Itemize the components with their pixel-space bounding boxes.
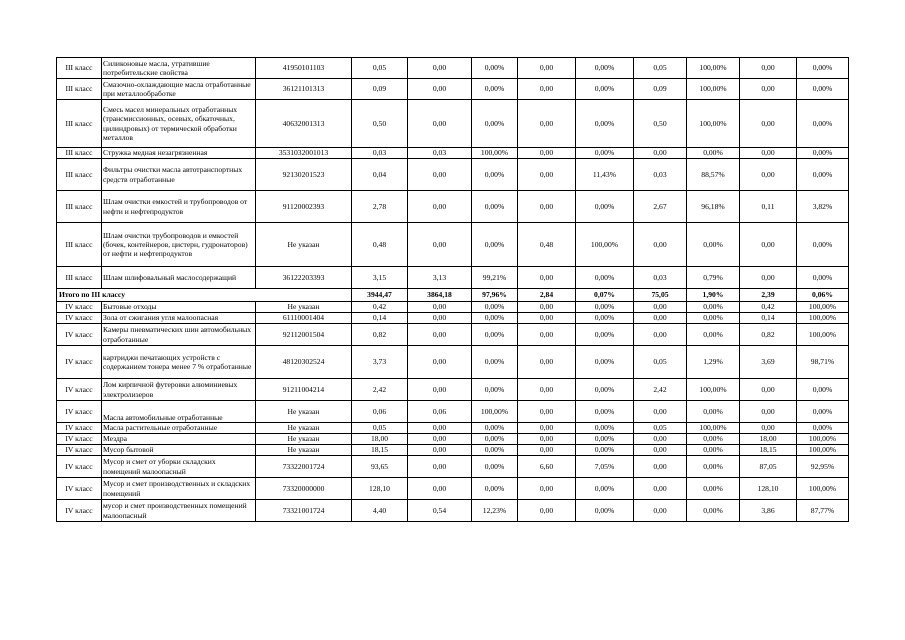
hazard-class-cell: III класс <box>57 191 102 223</box>
table-row <box>57 302 849 313</box>
value-cell: 100,00% <box>797 324 849 346</box>
value-cell: 87,05 <box>740 456 797 478</box>
value-cell: 18,00 <box>740 434 797 445</box>
table-row <box>57 223 849 267</box>
value-cell: 3,82% <box>797 191 849 223</box>
value-cell: 0,00% <box>797 401 849 423</box>
value-cell: 0,05 <box>634 346 687 379</box>
table-row <box>57 191 849 223</box>
value-cell: 0,00% <box>472 346 518 379</box>
waste-name-cell: Зола от сжигания угля малоопасная <box>102 313 256 324</box>
value-cell: 100,00% <box>797 478 849 500</box>
value-cell: 0,00 <box>634 478 687 500</box>
value-cell: 100,00% <box>687 58 740 79</box>
value-cell: 0,03 <box>408 148 472 159</box>
hazard-class-cell: IV класс <box>57 379 102 401</box>
value-cell: 18,15 <box>740 445 797 456</box>
value-cell: 0,00% <box>472 445 518 456</box>
hazard-class-cell: IV класс <box>57 313 102 324</box>
value-cell: 3,13 <box>408 267 472 289</box>
value-cell: 3,69 <box>740 346 797 379</box>
value-cell: 1,29% <box>687 346 740 379</box>
hazard-class-cell: IV класс <box>57 401 102 423</box>
fkko-code-cell: 91120002393 <box>256 191 352 223</box>
total-value-cell: 0,07% <box>576 289 634 302</box>
table-row <box>57 346 849 379</box>
value-cell: 0,00% <box>576 478 634 500</box>
value-cell: 0,05 <box>352 58 408 79</box>
value-cell: 0,00 <box>740 223 797 267</box>
value-cell: 0,00% <box>576 313 634 324</box>
waste-table-page <box>56 57 848 522</box>
value-cell: 0,82 <box>352 324 408 346</box>
value-cell: 0,00 <box>740 100 797 148</box>
value-cell: 100,00% <box>797 313 849 324</box>
value-cell: 0,00 <box>518 100 576 148</box>
value-cell: 0,00 <box>408 379 472 401</box>
value-cell: 4,40 <box>352 500 408 522</box>
value-cell: 0,00% <box>576 79 634 100</box>
value-cell: 0,09 <box>634 79 687 100</box>
value-cell: 87,77% <box>797 500 849 522</box>
value-cell: 0,00% <box>472 434 518 445</box>
value-cell: 0,00% <box>797 223 849 267</box>
waste-name-cell: Фильтры очистки масла автотранспортных средств отработанные <box>102 159 256 191</box>
total-row <box>57 289 849 302</box>
table-row <box>57 267 849 289</box>
hazard-class-cell: III класс <box>57 148 102 159</box>
waste-name-cell: картриджи печатающих устройств с содержанием тонера менее 7 % отработанные <box>102 346 256 379</box>
value-cell: 0,42 <box>352 302 408 313</box>
value-cell: 0,00 <box>408 79 472 100</box>
value-cell: 0,00 <box>740 267 797 289</box>
value-cell: 0,00 <box>518 313 576 324</box>
value-cell: 0,00 <box>634 434 687 445</box>
value-cell: 0,11 <box>740 191 797 223</box>
value-cell: 6,60 <box>518 456 576 478</box>
value-cell: 0,00% <box>687 401 740 423</box>
value-cell: 0,00% <box>576 445 634 456</box>
waste-name-cell: Мездра <box>102 434 256 445</box>
value-cell: 128,10 <box>740 478 797 500</box>
value-cell: 100,00% <box>687 379 740 401</box>
fkko-code-cell: 92112001504 <box>256 324 352 346</box>
value-cell: 0,00% <box>576 434 634 445</box>
value-cell: 0,00% <box>472 58 518 79</box>
table-body <box>57 58 849 522</box>
value-cell: 0,14 <box>352 313 408 324</box>
value-cell: 0,05 <box>634 58 687 79</box>
value-cell: 0,05 <box>352 423 408 434</box>
total-label: Итого по III классу <box>57 289 352 302</box>
waste-name-cell: Мусор и смет от уборки складских помещений малоопасный <box>102 456 256 478</box>
value-cell: 0,00% <box>687 302 740 313</box>
value-cell: 0,00 <box>408 445 472 456</box>
value-cell: 0,06 <box>408 401 472 423</box>
value-cell: 0,00% <box>472 159 518 191</box>
value-cell: 100,00% <box>576 223 634 267</box>
value-cell: 0,00% <box>797 58 849 79</box>
fkko-code-cell: Не указан <box>256 445 352 456</box>
hazard-class-cell: IV класс <box>57 445 102 456</box>
value-cell: 0,00% <box>576 191 634 223</box>
waste-name-cell: Смесь масел минеральных отработанных (трансмиссионных, осевых, обкаточных, цилиндровых) от термической обработки металлов <box>102 100 256 148</box>
value-cell: 0,00% <box>472 79 518 100</box>
waste-name-cell: Бытовые отходы <box>102 302 256 313</box>
fkko-code-cell: Не указан <box>256 223 352 267</box>
table-row <box>57 100 849 148</box>
value-cell: 0,00% <box>576 324 634 346</box>
value-cell: 0,00 <box>634 445 687 456</box>
value-cell: 0,00 <box>634 401 687 423</box>
value-cell: 0,00 <box>634 223 687 267</box>
value-cell: 0,00% <box>472 313 518 324</box>
value-cell: 0,00 <box>518 434 576 445</box>
value-cell: 0,48 <box>518 223 576 267</box>
value-cell: 11,43% <box>576 159 634 191</box>
value-cell: 0,05 <box>634 423 687 434</box>
fkko-code-cell: 92130201523 <box>256 159 352 191</box>
value-cell: 93,65 <box>352 456 408 478</box>
value-cell: 100,00% <box>687 423 740 434</box>
table-row <box>57 313 849 324</box>
waste-name-cell: Масла растительные отработанные <box>102 423 256 434</box>
fkko-code-cell: 36121101313 <box>256 79 352 100</box>
value-cell: 100,00% <box>797 445 849 456</box>
value-cell: 2,67 <box>634 191 687 223</box>
value-cell: 0,03 <box>634 267 687 289</box>
fkko-code-cell: Не указан <box>256 302 352 313</box>
value-cell: 0,00 <box>518 191 576 223</box>
hazard-class-cell: IV класс <box>57 456 102 478</box>
value-cell: 0,00% <box>687 324 740 346</box>
value-cell: 0,50 <box>634 100 687 148</box>
value-cell: 0,00% <box>472 191 518 223</box>
value-cell: 0,50 <box>352 100 408 148</box>
value-cell: 0,00% <box>687 478 740 500</box>
value-cell: 0,06 <box>352 401 408 423</box>
total-value-cell: 3864,18 <box>408 289 472 302</box>
fkko-code-cell: 73320000000 <box>256 478 352 500</box>
hazard-class-cell: III класс <box>57 58 102 79</box>
value-cell: 0,00 <box>634 500 687 522</box>
total-value-cell: 2,84 <box>518 289 576 302</box>
value-cell: 0,00% <box>576 423 634 434</box>
value-cell: 0,00% <box>576 100 634 148</box>
value-cell: 99,21% <box>472 267 518 289</box>
waste-name-cell: Смазочно-охлаждающие масла отработанные при металлообработке <box>102 79 256 100</box>
value-cell: 0,00 <box>408 313 472 324</box>
waste-name-cell: мусор и смет производственных помещений малоопасный <box>102 500 256 522</box>
value-cell: 0,14 <box>740 313 797 324</box>
value-cell: 0,00% <box>687 500 740 522</box>
total-value-cell: 2,39 <box>740 289 797 302</box>
value-cell: 0,00% <box>797 423 849 434</box>
fkko-code-cell: 41950101103 <box>256 58 352 79</box>
value-cell: 0,00% <box>797 159 849 191</box>
value-cell: 0,82 <box>740 324 797 346</box>
hazard-class-cell: III класс <box>57 223 102 267</box>
table-row <box>57 58 849 79</box>
table-row <box>57 79 849 100</box>
value-cell: 0,00% <box>576 500 634 522</box>
value-cell: 0,00 <box>408 58 472 79</box>
hazard-class-cell: III класс <box>57 100 102 148</box>
fkko-code-cell: 40632001313 <box>256 100 352 148</box>
hazard-class-cell: IV класс <box>57 434 102 445</box>
value-cell: 0,00 <box>740 159 797 191</box>
value-cell: 0,00 <box>518 346 576 379</box>
hazard-class-cell: IV класс <box>57 302 102 313</box>
value-cell: 0,00% <box>472 423 518 434</box>
waste-name-cell: Масла автомобильные отработанные <box>102 401 256 423</box>
fkko-code-cell: 73322001724 <box>256 456 352 478</box>
value-cell: 0,42 <box>740 302 797 313</box>
value-cell: 0,00 <box>408 456 472 478</box>
fkko-code-cell: Не указан <box>256 423 352 434</box>
waste-name-cell: Шлам очистки трубопроводов и емкостей (бочек, контейнеров, цистерн, гудронаторов) от нефти и нефтепродуктов <box>102 223 256 267</box>
value-cell: 0,00% <box>472 100 518 148</box>
value-cell: 0,00 <box>408 346 472 379</box>
value-cell: 0,00 <box>518 478 576 500</box>
waste-name-cell: Силиконовые масла, утратившие потребительские свойства <box>102 58 256 79</box>
value-cell: 98,71% <box>797 346 849 379</box>
value-cell: 100,00% <box>797 434 849 445</box>
waste-table <box>56 57 849 522</box>
value-cell: 0,00 <box>518 500 576 522</box>
waste-name-cell: Камеры пневматических шин автомобильных отработанные <box>102 324 256 346</box>
value-cell: 0,00 <box>740 423 797 434</box>
value-cell: 0,00 <box>518 79 576 100</box>
value-cell: 128,10 <box>352 478 408 500</box>
value-cell: 0,00 <box>408 223 472 267</box>
value-cell: 100,00% <box>472 148 518 159</box>
value-cell: 0,00% <box>472 302 518 313</box>
fkko-code-cell: 91211004214 <box>256 379 352 401</box>
total-value-cell: 97,96% <box>472 289 518 302</box>
value-cell: 0,00% <box>576 401 634 423</box>
value-cell: 0,00% <box>576 58 634 79</box>
value-cell: 2,42 <box>352 379 408 401</box>
fkko-code-cell: Не указан <box>256 401 352 423</box>
value-cell: 0,00% <box>797 79 849 100</box>
value-cell: 96,18% <box>687 191 740 223</box>
waste-name-cell: Шлам шлифовальный маслосодержащий <box>102 267 256 289</box>
value-cell: 0,00% <box>687 456 740 478</box>
fkko-code-cell: 3531032001013 <box>256 148 352 159</box>
value-cell: 0,00% <box>472 478 518 500</box>
hazard-class-cell: IV класс <box>57 423 102 434</box>
value-cell: 0,00 <box>518 302 576 313</box>
total-value-cell: 75,05 <box>634 289 687 302</box>
value-cell: 7,05% <box>576 456 634 478</box>
hazard-class-cell: IV класс <box>57 324 102 346</box>
value-cell: 0,00% <box>797 267 849 289</box>
value-cell: 2,78 <box>352 191 408 223</box>
value-cell: 0,00% <box>797 148 849 159</box>
waste-name-cell: Мусор бытовой <box>102 445 256 456</box>
value-cell: 0,00 <box>518 401 576 423</box>
value-cell: 0,00 <box>408 100 472 148</box>
value-cell: 88,57% <box>687 159 740 191</box>
value-cell: 0,00 <box>634 324 687 346</box>
value-cell: 0,00% <box>687 445 740 456</box>
value-cell: 0,00 <box>408 191 472 223</box>
value-cell: 0,00 <box>408 478 472 500</box>
value-cell: 18,15 <box>352 445 408 456</box>
value-cell: 3,15 <box>352 267 408 289</box>
hazard-class-cell: III класс <box>57 159 102 191</box>
fkko-code-cell: 48120302524 <box>256 346 352 379</box>
value-cell: 0,00 <box>518 423 576 434</box>
table-row <box>57 324 849 346</box>
table-row <box>57 148 849 159</box>
value-cell: 0,79% <box>687 267 740 289</box>
hazard-class-cell: III класс <box>57 79 102 100</box>
value-cell: 0,00% <box>687 223 740 267</box>
value-cell: 0,00% <box>797 379 849 401</box>
value-cell: 0,00% <box>576 346 634 379</box>
value-cell: 0,04 <box>352 159 408 191</box>
value-cell: 0,00 <box>408 159 472 191</box>
hazard-class-cell: IV класс <box>57 346 102 379</box>
value-cell: 0,00 <box>518 324 576 346</box>
table-row <box>57 379 849 401</box>
table-row <box>57 478 849 500</box>
value-cell: 3,86 <box>740 500 797 522</box>
value-cell: 18,00 <box>352 434 408 445</box>
value-cell: 0,00% <box>576 379 634 401</box>
value-cell: 0,54 <box>408 500 472 522</box>
value-cell: 3,73 <box>352 346 408 379</box>
table-row <box>57 423 849 434</box>
value-cell: 0,00% <box>472 324 518 346</box>
total-value-cell: 0,06% <box>797 289 849 302</box>
value-cell: 0,00 <box>634 148 687 159</box>
fkko-code-cell: 36122203393 <box>256 267 352 289</box>
value-cell: 0,00 <box>518 445 576 456</box>
table-row <box>57 500 849 522</box>
table-row <box>57 456 849 478</box>
value-cell: 0,00% <box>687 148 740 159</box>
value-cell: 0,00% <box>472 456 518 478</box>
value-cell: 92,95% <box>797 456 849 478</box>
value-cell: 0,00 <box>740 401 797 423</box>
total-value-cell: 3944,47 <box>352 289 408 302</box>
waste-name-cell: Стружка медная незагрязненная <box>102 148 256 159</box>
table-row <box>57 434 849 445</box>
table-row <box>57 445 849 456</box>
value-cell: 0,03 <box>352 148 408 159</box>
table-row <box>57 159 849 191</box>
value-cell: 0,00 <box>518 267 576 289</box>
value-cell: 0,00% <box>472 379 518 401</box>
value-cell: 0,00 <box>634 456 687 478</box>
value-cell: 0,00% <box>576 148 634 159</box>
value-cell: 0,00 <box>518 148 576 159</box>
value-cell: 0,00 <box>740 79 797 100</box>
value-cell: 0,00% <box>687 434 740 445</box>
total-value-cell: 1,90% <box>687 289 740 302</box>
value-cell: 0,03 <box>634 159 687 191</box>
value-cell: 2,42 <box>634 379 687 401</box>
value-cell: 0,00% <box>576 302 634 313</box>
value-cell: 0,00 <box>634 302 687 313</box>
value-cell: 0,00% <box>797 100 849 148</box>
value-cell: 0,00 <box>408 324 472 346</box>
waste-name-cell: Шлам очистки емкостей и трубопроводов от нефти и нефтепродуктов <box>102 191 256 223</box>
value-cell: 0,00 <box>634 313 687 324</box>
waste-name-cell: Мусор и смет производственных и складских помещений <box>102 478 256 500</box>
waste-name-cell: Лом кирпичной футеровки алюминиевых электролизеров <box>102 379 256 401</box>
value-cell: 12,23% <box>472 500 518 522</box>
fkko-code-cell: Не указан <box>256 434 352 445</box>
hazard-class-cell: III класс <box>57 267 102 289</box>
value-cell: 0,00 <box>408 302 472 313</box>
hazard-class-cell: IV класс <box>57 500 102 522</box>
value-cell: 0,00% <box>576 267 634 289</box>
value-cell: 0,00 <box>740 379 797 401</box>
value-cell: 0,00% <box>472 223 518 267</box>
value-cell: 100,00% <box>797 302 849 313</box>
fkko-code-cell: 61110001404 <box>256 313 352 324</box>
value-cell: 0,00 <box>408 434 472 445</box>
fkko-code-cell: 73321001724 <box>256 500 352 522</box>
value-cell: 0,00 <box>518 379 576 401</box>
hazard-class-cell: IV класс <box>57 478 102 500</box>
value-cell: 0,00 <box>518 159 576 191</box>
value-cell: 0,00 <box>518 58 576 79</box>
value-cell: 100,00% <box>687 100 740 148</box>
value-cell: 0,09 <box>352 79 408 100</box>
value-cell: 100,00% <box>472 401 518 423</box>
table-row <box>57 401 849 423</box>
value-cell: 0,00% <box>687 313 740 324</box>
value-cell: 100,00% <box>687 79 740 100</box>
value-cell: 0,48 <box>352 223 408 267</box>
value-cell: 0,00 <box>740 148 797 159</box>
value-cell: 0,00 <box>740 58 797 79</box>
value-cell: 0,00 <box>408 423 472 434</box>
